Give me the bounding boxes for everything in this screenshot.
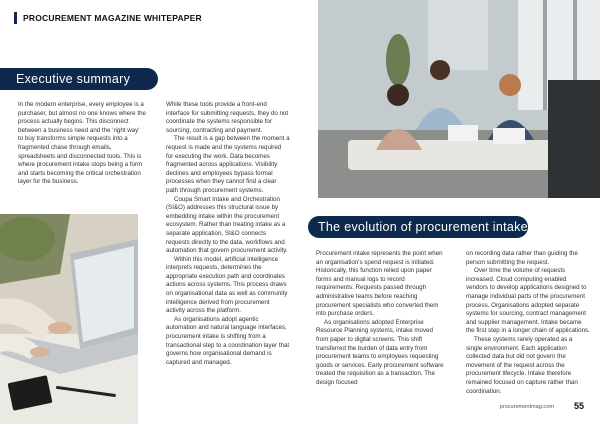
column-4 (466, 250, 590, 396)
paragraph: As organisations adopted Enterprise Resource Planning systems, intake moved from paper to digital screens. This shift transferred the burden of data entry from procurement teams to employees requesting goods or services. Early procurement software treated the requisition as a transaction. The design focused (316, 318, 444, 386)
meeting-photo-illustration (318, 0, 600, 198)
paragraph: Coupa Smart Intake and Orchestration (SI&O) addresses this structural issue by embedding intake within the procurement ecosystem. Rather than treating intake as a separate application, SI&O connects requests directly to the data, workflows and automation that govern procurement activity. (166, 195, 288, 255)
header-accent-mark (14, 12, 17, 24)
column-2 (166, 101, 290, 367)
section-heading-evolution: The evolution of procurement intake (308, 216, 528, 238)
laptop-photo (0, 214, 138, 424)
header-bar (0, 8, 310, 28)
column-1 (18, 101, 146, 187)
publication-title: PROCUREMENT MAGAZINE WHITEPAPER (23, 13, 202, 23)
paragraph: The result is a gap between the moment a request is made and the systems required for executing the work. Data becomes fragmented across applications. Visibility declines and employees bypass formal processes when they cannot find a clear path through procurement systems. (166, 135, 290, 194)
laptop-photo-illustration (0, 214, 138, 424)
page-number: 55 (573, 401, 584, 411)
column-3 (316, 250, 444, 388)
paragraph: Procurement intake represents the point when an organisation's spend request is initiated. Historically, this function relied upon paper forms and manual logs to record requirements. Requests passed through administrative teams before reaching procurement specialists who converted them into purchase orders. (316, 250, 443, 318)
paragraph: In the modern enterprise, every employee is a purchaser, but almost no one knows where the process actually begins. This disconnect between a business need and the 'right way' to buy transforms simple requests into a fragmented chase through emails, spreadsheets and disconnected tools. This is where procurement intake stops being a form and starts becoming the critical orchestration layer for the business. (18, 101, 146, 186)
paragraph: While these tools provide a front-end interface for submitting requests, they do not coordinate the systems responsible for sourcing, contracting and payment. (166, 101, 289, 134)
section-heading-executive-summary: Executive summary (0, 68, 158, 90)
paragraph: These systems rarely operated as a single environment. Each application collected data but did not govern the movement of the request across the procurement lifecycle. Intake therefore remained focused on capture rather than coordination. (466, 335, 578, 395)
paragraph: Over time the volume of requests increased. Cloud computing enabled vendors to develop applications designed to manage individual parts of the procurement process. Organisations adopted separate systems for sourcing, contract management and supplier management. Intake became the first step in a longer chain of applications. (466, 267, 590, 335)
paragraph: on recording data rather than guiding the person submitting the request. (466, 250, 578, 266)
paragraph: Within this model, artificial intelligence interprets requests, determines the appropriate execution path and coordinates actions across systems. This process draws on organisational data as well as community intelligence derived from procurement activity across the platform. (166, 255, 288, 315)
paragraph: As organisations adopt agentic automation and natural language interfaces, procurement intake is shifting from a transactional step to a coordination layer that governs how organisational demand is captured and managed. (166, 315, 290, 366)
meeting-photo (318, 0, 600, 198)
footer-url-link[interactable]: procurementmag.com (499, 404, 554, 410)
